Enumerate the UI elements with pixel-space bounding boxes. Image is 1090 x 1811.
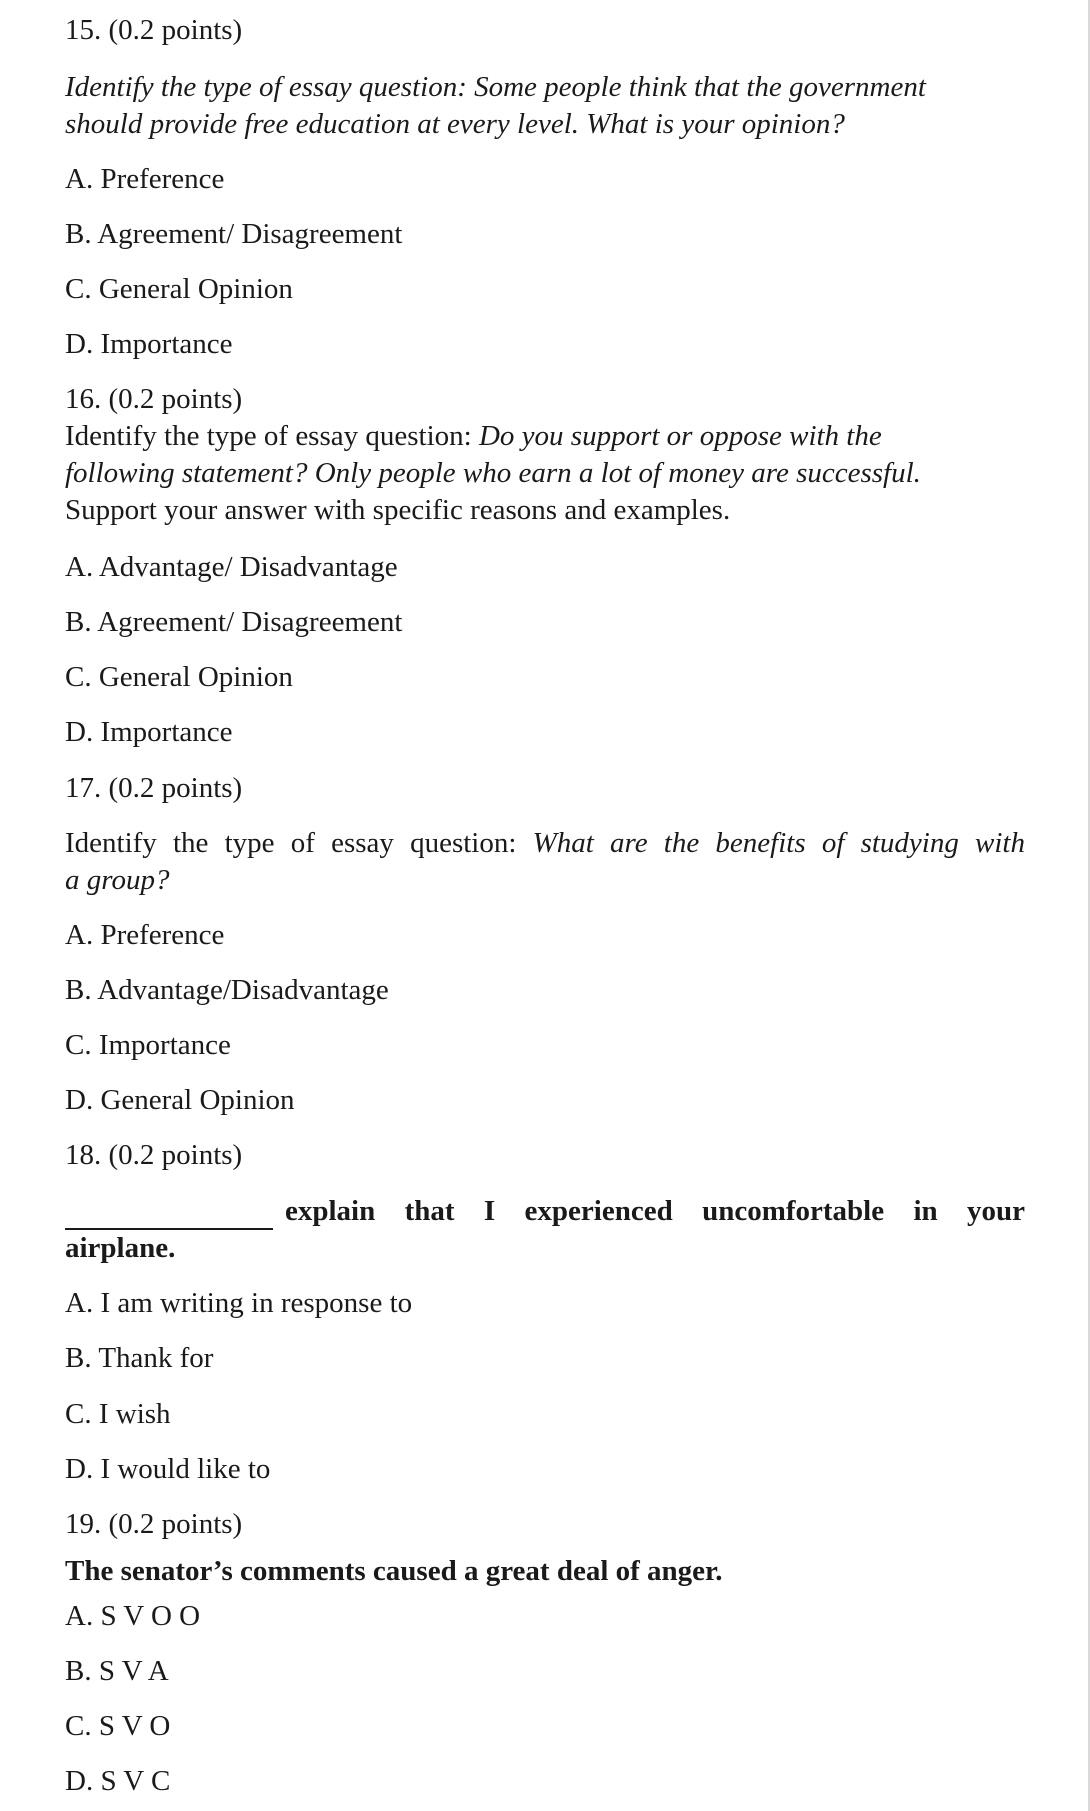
question-17-option-d[interactable]: D. General Opinion xyxy=(65,1084,295,1116)
question-19-number: 19. (0.2 points) xyxy=(65,1508,243,1540)
question-18-option-b[interactable]: B. Thank for xyxy=(65,1342,214,1374)
question-18-number: 18. (0.2 points) xyxy=(65,1139,243,1171)
question-15-option-b[interactable]: B. Agreement/ Disagreement xyxy=(65,218,403,250)
question-19-option-c[interactable]: C. S V O xyxy=(65,1710,171,1742)
question-19-option-b[interactable]: B. S V A xyxy=(65,1655,169,1687)
question-18-prompt-line-2: airplane. xyxy=(65,1232,176,1264)
question-16-number: 16. (0.2 points) xyxy=(65,383,243,415)
question-16-prompt-line-2: following statement? Only people who earn a lot of money are successful. xyxy=(65,457,921,489)
question-19-option-d[interactable]: D. S V C xyxy=(65,1765,171,1797)
question-17-prompt-italic-1: What are the benefits of studying with xyxy=(532,827,1025,859)
question-17-option-c[interactable]: C. Importance xyxy=(65,1029,231,1061)
question-19-option-a[interactable]: A. S V O O xyxy=(65,1600,201,1632)
question-16-prompt-line-3: Support your answer with specific reasons and examples. xyxy=(65,494,731,526)
question-18-option-c[interactable]: C. I wish xyxy=(65,1398,171,1430)
question-17-option-b[interactable]: B. Advantage/Disadvantage xyxy=(65,974,389,1006)
question-17-prompt-line-2: a group? xyxy=(65,864,170,896)
question-15-prompt-line-1: Identify the type of essay question: Some people think that the government xyxy=(65,71,926,103)
question-16-option-a[interactable]: A. Advantage/ Disadvantage xyxy=(65,551,398,583)
question-15-number: 15. (0.2 points) xyxy=(65,14,243,46)
question-15-option-d[interactable]: D. Importance xyxy=(65,328,233,360)
question-15-prompt-line-2: should provide free education at every level. What is your opinion? xyxy=(65,108,845,140)
question-16-option-c[interactable]: C. General Opinion xyxy=(65,661,293,693)
question-17-option-a[interactable]: A. Preference xyxy=(65,919,225,951)
question-16-option-d[interactable]: D. Importance xyxy=(65,716,233,748)
question-17-prompt-line-1 xyxy=(65,825,1025,862)
question-18-prompt-line-1 xyxy=(65,1193,1025,1230)
question-18-option-a[interactable]: A. I am writing in response to xyxy=(65,1287,413,1319)
question-16-prompt-lead: Identify the type of essay question: xyxy=(65,420,479,452)
question-16-prompt-line-1 xyxy=(65,418,1025,455)
question-18-prompt-text: explain that I experienced uncomfortable in your xyxy=(285,1195,1025,1227)
question-16-prompt-italic-1: Do you support or oppose with the xyxy=(478,420,882,452)
question-17-prompt-lead: Identify the type of essay question: xyxy=(65,827,533,859)
answer-blank xyxy=(65,1200,273,1230)
question-15-option-c[interactable]: C. General Opinion xyxy=(65,273,293,305)
question-19-prompt: The senator’s comments caused a great deal of anger. xyxy=(65,1555,723,1587)
question-15-option-a[interactable]: A. Preference xyxy=(65,163,225,195)
question-17-number: 17. (0.2 points) xyxy=(65,772,243,804)
question-16-option-b[interactable]: B. Agreement/ Disagreement xyxy=(65,606,403,638)
question-18-option-d[interactable]: D. I would like to xyxy=(65,1453,271,1485)
